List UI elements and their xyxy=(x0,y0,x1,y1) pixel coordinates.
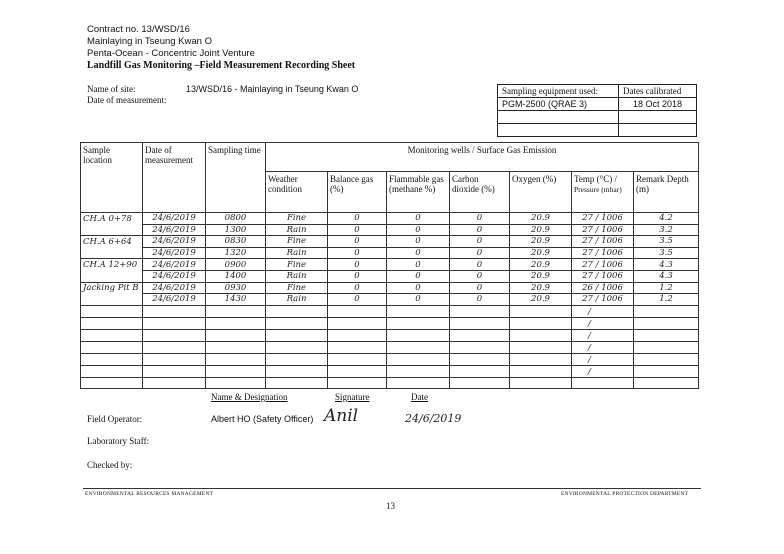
cell-empty xyxy=(81,365,143,377)
cell-pressure: 1006 xyxy=(601,213,623,224)
contractor-name: Penta-Ocean - Concentric Joint Venture xyxy=(87,48,255,59)
cell-temp-pressure xyxy=(572,224,634,236)
cell-date: 24/6/2019 xyxy=(143,259,206,271)
cell-co2: 0 xyxy=(450,224,510,236)
cell-empty xyxy=(572,305,634,317)
cell-depth: 3.5 xyxy=(634,236,699,248)
cell-empty xyxy=(450,365,510,377)
cell-temp: 26 xyxy=(582,282,593,293)
cell-date: 24/6/2019 xyxy=(143,294,206,306)
cell-weather: Fine xyxy=(266,282,328,294)
cell-temp: 27 xyxy=(582,213,593,224)
cell-separator: / xyxy=(592,259,602,270)
measurement-table xyxy=(80,142,699,389)
table-row-empty xyxy=(81,353,699,365)
table-row xyxy=(81,224,699,236)
table-row xyxy=(81,282,699,294)
cell-depth: 1.2 xyxy=(634,282,699,294)
cell-weather: Rain xyxy=(266,270,328,282)
cell-co2: 0 xyxy=(450,294,510,306)
cell-empty xyxy=(634,317,699,329)
cell-location xyxy=(81,270,143,282)
cell-empty xyxy=(266,377,328,389)
equipment-empty-cell xyxy=(619,124,697,137)
cell-separator: / xyxy=(588,354,591,365)
cell-separator: / xyxy=(588,306,591,317)
cell-location xyxy=(81,294,143,306)
header-balance-gas: Balance gas (%) xyxy=(328,172,387,213)
cell-empty xyxy=(266,329,328,341)
cell-co2: 0 xyxy=(450,247,510,259)
cell-empty xyxy=(328,353,387,365)
cell-empty xyxy=(143,365,206,377)
cell-temp: 27 xyxy=(582,259,593,270)
cell-empty xyxy=(206,317,266,329)
cell-temp: 27 xyxy=(582,248,593,259)
cell-flammable: 0 xyxy=(387,270,450,282)
cell-empty xyxy=(328,329,387,341)
equipment-empty-cell xyxy=(498,124,619,137)
cell-empty xyxy=(328,341,387,353)
cell-time: 0800 xyxy=(206,213,266,225)
cell-separator: / xyxy=(592,271,602,282)
cell-empty xyxy=(572,317,634,329)
cell-empty xyxy=(387,305,450,317)
cell-balance: 0 xyxy=(328,236,387,248)
cell-pressure: 1006 xyxy=(601,248,623,259)
header-carbon-dioxide: Carbon dioxide (%) xyxy=(450,172,510,213)
equipment-header: Sampling equipment used: xyxy=(498,85,619,98)
page-number: 13 xyxy=(386,501,395,511)
equipment-empty-cell xyxy=(619,111,697,124)
cell-empty xyxy=(572,341,634,353)
cell-weather: Rain xyxy=(266,247,328,259)
cell-empty xyxy=(634,341,699,353)
cell-oxygen: 20.9 xyxy=(510,224,572,236)
cell-empty xyxy=(510,341,572,353)
cell-time: 0830 xyxy=(206,236,266,248)
cell-empty xyxy=(450,377,510,389)
header-flammable-gas: Flammable gas (methane %) xyxy=(387,172,450,213)
cell-time: 1430 xyxy=(206,294,266,306)
cell-balance: 0 xyxy=(328,247,387,259)
cell-time: 1400 xyxy=(206,270,266,282)
cell-empty xyxy=(143,341,206,353)
table-row xyxy=(81,247,699,259)
cell-empty xyxy=(328,377,387,389)
cell-co2: 0 xyxy=(450,282,510,294)
cell-empty xyxy=(510,377,572,389)
cell-empty xyxy=(634,329,699,341)
cell-separator: / xyxy=(592,236,602,247)
cell-separator: / xyxy=(588,330,591,341)
cell-co2: 0 xyxy=(450,213,510,225)
cell-empty xyxy=(387,365,450,377)
cell-oxygen: 20.9 xyxy=(510,236,572,248)
cell-empty xyxy=(450,317,510,329)
cell-empty xyxy=(206,365,266,377)
cell-empty xyxy=(143,329,206,341)
cell-temp-pressure xyxy=(572,270,634,282)
cell-empty xyxy=(206,377,266,389)
cell-empty xyxy=(510,353,572,365)
field-operator-name: Albert HO (Safety Officer) xyxy=(211,414,314,424)
cell-empty xyxy=(81,377,143,389)
cell-empty xyxy=(266,341,328,353)
cell-separator: / xyxy=(588,366,591,377)
header-pressure: Pressure (mbar) xyxy=(574,185,622,194)
field-operator-label: Field Operator: xyxy=(87,414,143,424)
cell-date: 24/6/2019 xyxy=(143,236,206,248)
cell-empty xyxy=(81,305,143,317)
cell-co2: 0 xyxy=(450,259,510,271)
cell-empty xyxy=(206,305,266,317)
cell-balance: 0 xyxy=(328,213,387,225)
cell-separator: / xyxy=(592,213,602,224)
cell-empty xyxy=(510,329,572,341)
cell-temp-pressure xyxy=(572,236,634,248)
cell-empty xyxy=(206,341,266,353)
cell-empty xyxy=(450,341,510,353)
cell-oxygen: 20.9 xyxy=(510,294,572,306)
signoff-signature-header: Signature xyxy=(335,392,370,402)
cell-empty xyxy=(81,341,143,353)
cell-weather: Fine xyxy=(266,236,328,248)
cell-empty xyxy=(328,317,387,329)
site-name-value: 13/WSD/16 - Mainlaying in Tseung Kwan O xyxy=(186,84,359,94)
footer-right: ENVIRONMENTAL PROTECTION DEPARTMENT xyxy=(561,491,689,497)
cell-temp-pressure xyxy=(572,282,634,294)
cell-empty xyxy=(387,317,450,329)
cell-empty xyxy=(634,365,699,377)
cell-empty xyxy=(266,353,328,365)
cell-empty xyxy=(143,317,206,329)
field-operator-signed-date: 24/6/2019 xyxy=(405,412,462,425)
cell-weather: Fine xyxy=(266,213,328,225)
cell-oxygen: 20.9 xyxy=(510,247,572,259)
cell-empty xyxy=(572,329,634,341)
cell-date: 24/6/2019 xyxy=(143,282,206,294)
cell-empty xyxy=(143,377,206,389)
site-name-label: Name of site: xyxy=(87,84,136,94)
cell-separator: / xyxy=(592,248,602,259)
cell-empty xyxy=(510,317,572,329)
table-row xyxy=(81,294,699,306)
cell-empty xyxy=(81,329,143,341)
cell-empty xyxy=(634,377,699,389)
cell-oxygen: 20.9 xyxy=(510,270,572,282)
signoff-date-header: Date xyxy=(411,392,428,402)
cell-temp: 27 xyxy=(582,271,593,282)
cell-balance: 0 xyxy=(328,224,387,236)
cell-empty xyxy=(572,377,634,389)
cell-empty xyxy=(266,365,328,377)
equipment-table xyxy=(497,84,697,137)
cell-empty xyxy=(387,377,450,389)
cell-flammable: 0 xyxy=(387,247,450,259)
cell-date: 24/6/2019 xyxy=(143,213,206,225)
header-weather: Weather condition xyxy=(266,172,328,213)
equipment-calibrated: 18 Oct 2018 xyxy=(619,98,697,111)
cell-flammable: 0 xyxy=(387,236,450,248)
footer-left: ENVIRONMENTAL RESOURCES MANAGEMENT xyxy=(85,491,214,497)
cell-time: 0930 xyxy=(206,282,266,294)
header-oxygen: Oxygen (%) xyxy=(510,172,572,213)
field-operator-signature: Anil xyxy=(324,406,359,426)
cell-flammable: 0 xyxy=(387,294,450,306)
cell-time: 1320 xyxy=(206,247,266,259)
cell-pressure: 1006 xyxy=(601,282,623,293)
header-sample-location: Sample location xyxy=(81,143,143,213)
cell-temp: 27 xyxy=(582,224,593,235)
measurement-date-label: Date of measurement: xyxy=(87,95,167,105)
cell-flammable: 0 xyxy=(387,224,450,236)
table-row xyxy=(81,259,699,271)
cell-time: 1300 xyxy=(206,224,266,236)
cell-pressure: 1006 xyxy=(601,271,623,282)
header-date: Date of measurement xyxy=(143,143,206,213)
cell-empty xyxy=(387,353,450,365)
cell-temp-pressure xyxy=(572,247,634,259)
cell-empty xyxy=(450,353,510,365)
cell-empty xyxy=(206,329,266,341)
table-row xyxy=(81,213,699,225)
table-row xyxy=(81,270,699,282)
cell-location: Jacking Pit B xyxy=(81,282,143,294)
cell-separator: / xyxy=(592,282,602,293)
cell-weather: Fine xyxy=(266,259,328,271)
cell-date: 24/6/2019 xyxy=(143,224,206,236)
cell-empty xyxy=(81,353,143,365)
cell-pressure: 1006 xyxy=(601,294,623,305)
calibration-header: Dates calibrated xyxy=(619,85,697,98)
cell-empty xyxy=(510,305,572,317)
cell-pressure: 1006 xyxy=(601,236,623,247)
cell-time: 0900 xyxy=(206,259,266,271)
cell-location: CH.A 12+90 xyxy=(81,259,143,271)
equipment-empty-cell xyxy=(498,111,619,124)
cell-pressure: 1006 xyxy=(601,259,623,270)
cell-weather: Rain xyxy=(266,294,328,306)
cell-weather: Rain xyxy=(266,224,328,236)
cell-flammable: 0 xyxy=(387,213,450,225)
cell-empty xyxy=(634,353,699,365)
cell-depth: 4.3 xyxy=(634,270,699,282)
header-remark-depth: Remark Depth (m) xyxy=(634,172,699,213)
sheet-title: Landfill Gas Monitoring –Field Measurement Recording Sheet xyxy=(87,60,356,71)
cell-date: 24/6/2019 xyxy=(143,247,206,259)
table-row-empty xyxy=(81,317,699,329)
cell-empty xyxy=(81,317,143,329)
cell-empty xyxy=(143,305,206,317)
cell-location: CH.A 0+78 xyxy=(81,213,143,225)
cell-temp-pressure xyxy=(572,213,634,225)
cell-empty xyxy=(206,353,266,365)
cell-empty xyxy=(143,353,206,365)
cell-empty xyxy=(328,365,387,377)
cell-flammable: 0 xyxy=(387,282,450,294)
table-row-empty xyxy=(81,329,699,341)
cell-temp-pressure xyxy=(572,294,634,306)
cell-separator: / xyxy=(592,294,602,305)
table-row-empty xyxy=(81,305,699,317)
laboratory-staff-label: Laboratory Staff: xyxy=(87,436,150,446)
cell-location xyxy=(81,247,143,259)
header-temp: Temp (°C) / xyxy=(574,174,617,184)
cell-location: CH.A 6+64 xyxy=(81,236,143,248)
cell-oxygen: 20.9 xyxy=(510,259,572,271)
table-row xyxy=(81,236,699,248)
cell-balance: 0 xyxy=(328,294,387,306)
cell-temp: 27 xyxy=(582,294,593,305)
header-monitoring-group: Monitoring wells / Surface Gas Emission xyxy=(266,143,699,172)
cell-oxygen: 20.9 xyxy=(510,213,572,225)
cell-separator: / xyxy=(592,224,602,235)
header-temp-pressure xyxy=(572,172,634,213)
checked-by-label: Checked by: xyxy=(87,460,133,470)
cell-co2: 0 xyxy=(450,236,510,248)
cell-date: 24/6/2019 xyxy=(143,270,206,282)
cell-separator: / xyxy=(588,318,591,329)
table-row-empty xyxy=(81,365,699,377)
cell-location xyxy=(81,224,143,236)
cell-depth: 4.2 xyxy=(634,213,699,225)
cell-empty xyxy=(266,317,328,329)
cell-empty xyxy=(572,365,634,377)
cell-depth: 3.5 xyxy=(634,247,699,259)
cell-co2: 0 xyxy=(450,270,510,282)
cell-balance: 0 xyxy=(328,282,387,294)
cell-depth: 3.2 xyxy=(634,224,699,236)
cell-empty xyxy=(510,365,572,377)
signoff-name-header: Name & Designation xyxy=(211,392,288,402)
cell-flammable: 0 xyxy=(387,259,450,271)
cell-empty xyxy=(328,305,387,317)
cell-depth: 4.3 xyxy=(634,259,699,271)
cell-temp-pressure xyxy=(572,259,634,271)
table-row-empty xyxy=(81,341,699,353)
cell-empty xyxy=(634,305,699,317)
cell-depth: 1.2 xyxy=(634,294,699,306)
cell-temp: 27 xyxy=(582,236,593,247)
cell-empty xyxy=(450,305,510,317)
cell-balance: 0 xyxy=(328,259,387,271)
footer-rule xyxy=(83,488,701,489)
cell-empty xyxy=(266,305,328,317)
project-name: Mainlaying in Tseung Kwan O xyxy=(87,36,212,47)
cell-balance: 0 xyxy=(328,270,387,282)
cell-empty xyxy=(450,329,510,341)
cell-empty xyxy=(387,329,450,341)
header-time: Sampling time xyxy=(206,143,266,213)
cell-separator: / xyxy=(588,342,591,353)
equipment-device: PGM-2500 (QRAE 3) xyxy=(498,98,619,111)
cell-pressure: 1006 xyxy=(601,224,623,235)
cell-empty xyxy=(572,353,634,365)
cell-oxygen: 20.9 xyxy=(510,282,572,294)
table-row-empty xyxy=(81,377,699,389)
cell-empty xyxy=(387,341,450,353)
contract-number: Contract no. 13/WSD/16 xyxy=(87,24,190,35)
